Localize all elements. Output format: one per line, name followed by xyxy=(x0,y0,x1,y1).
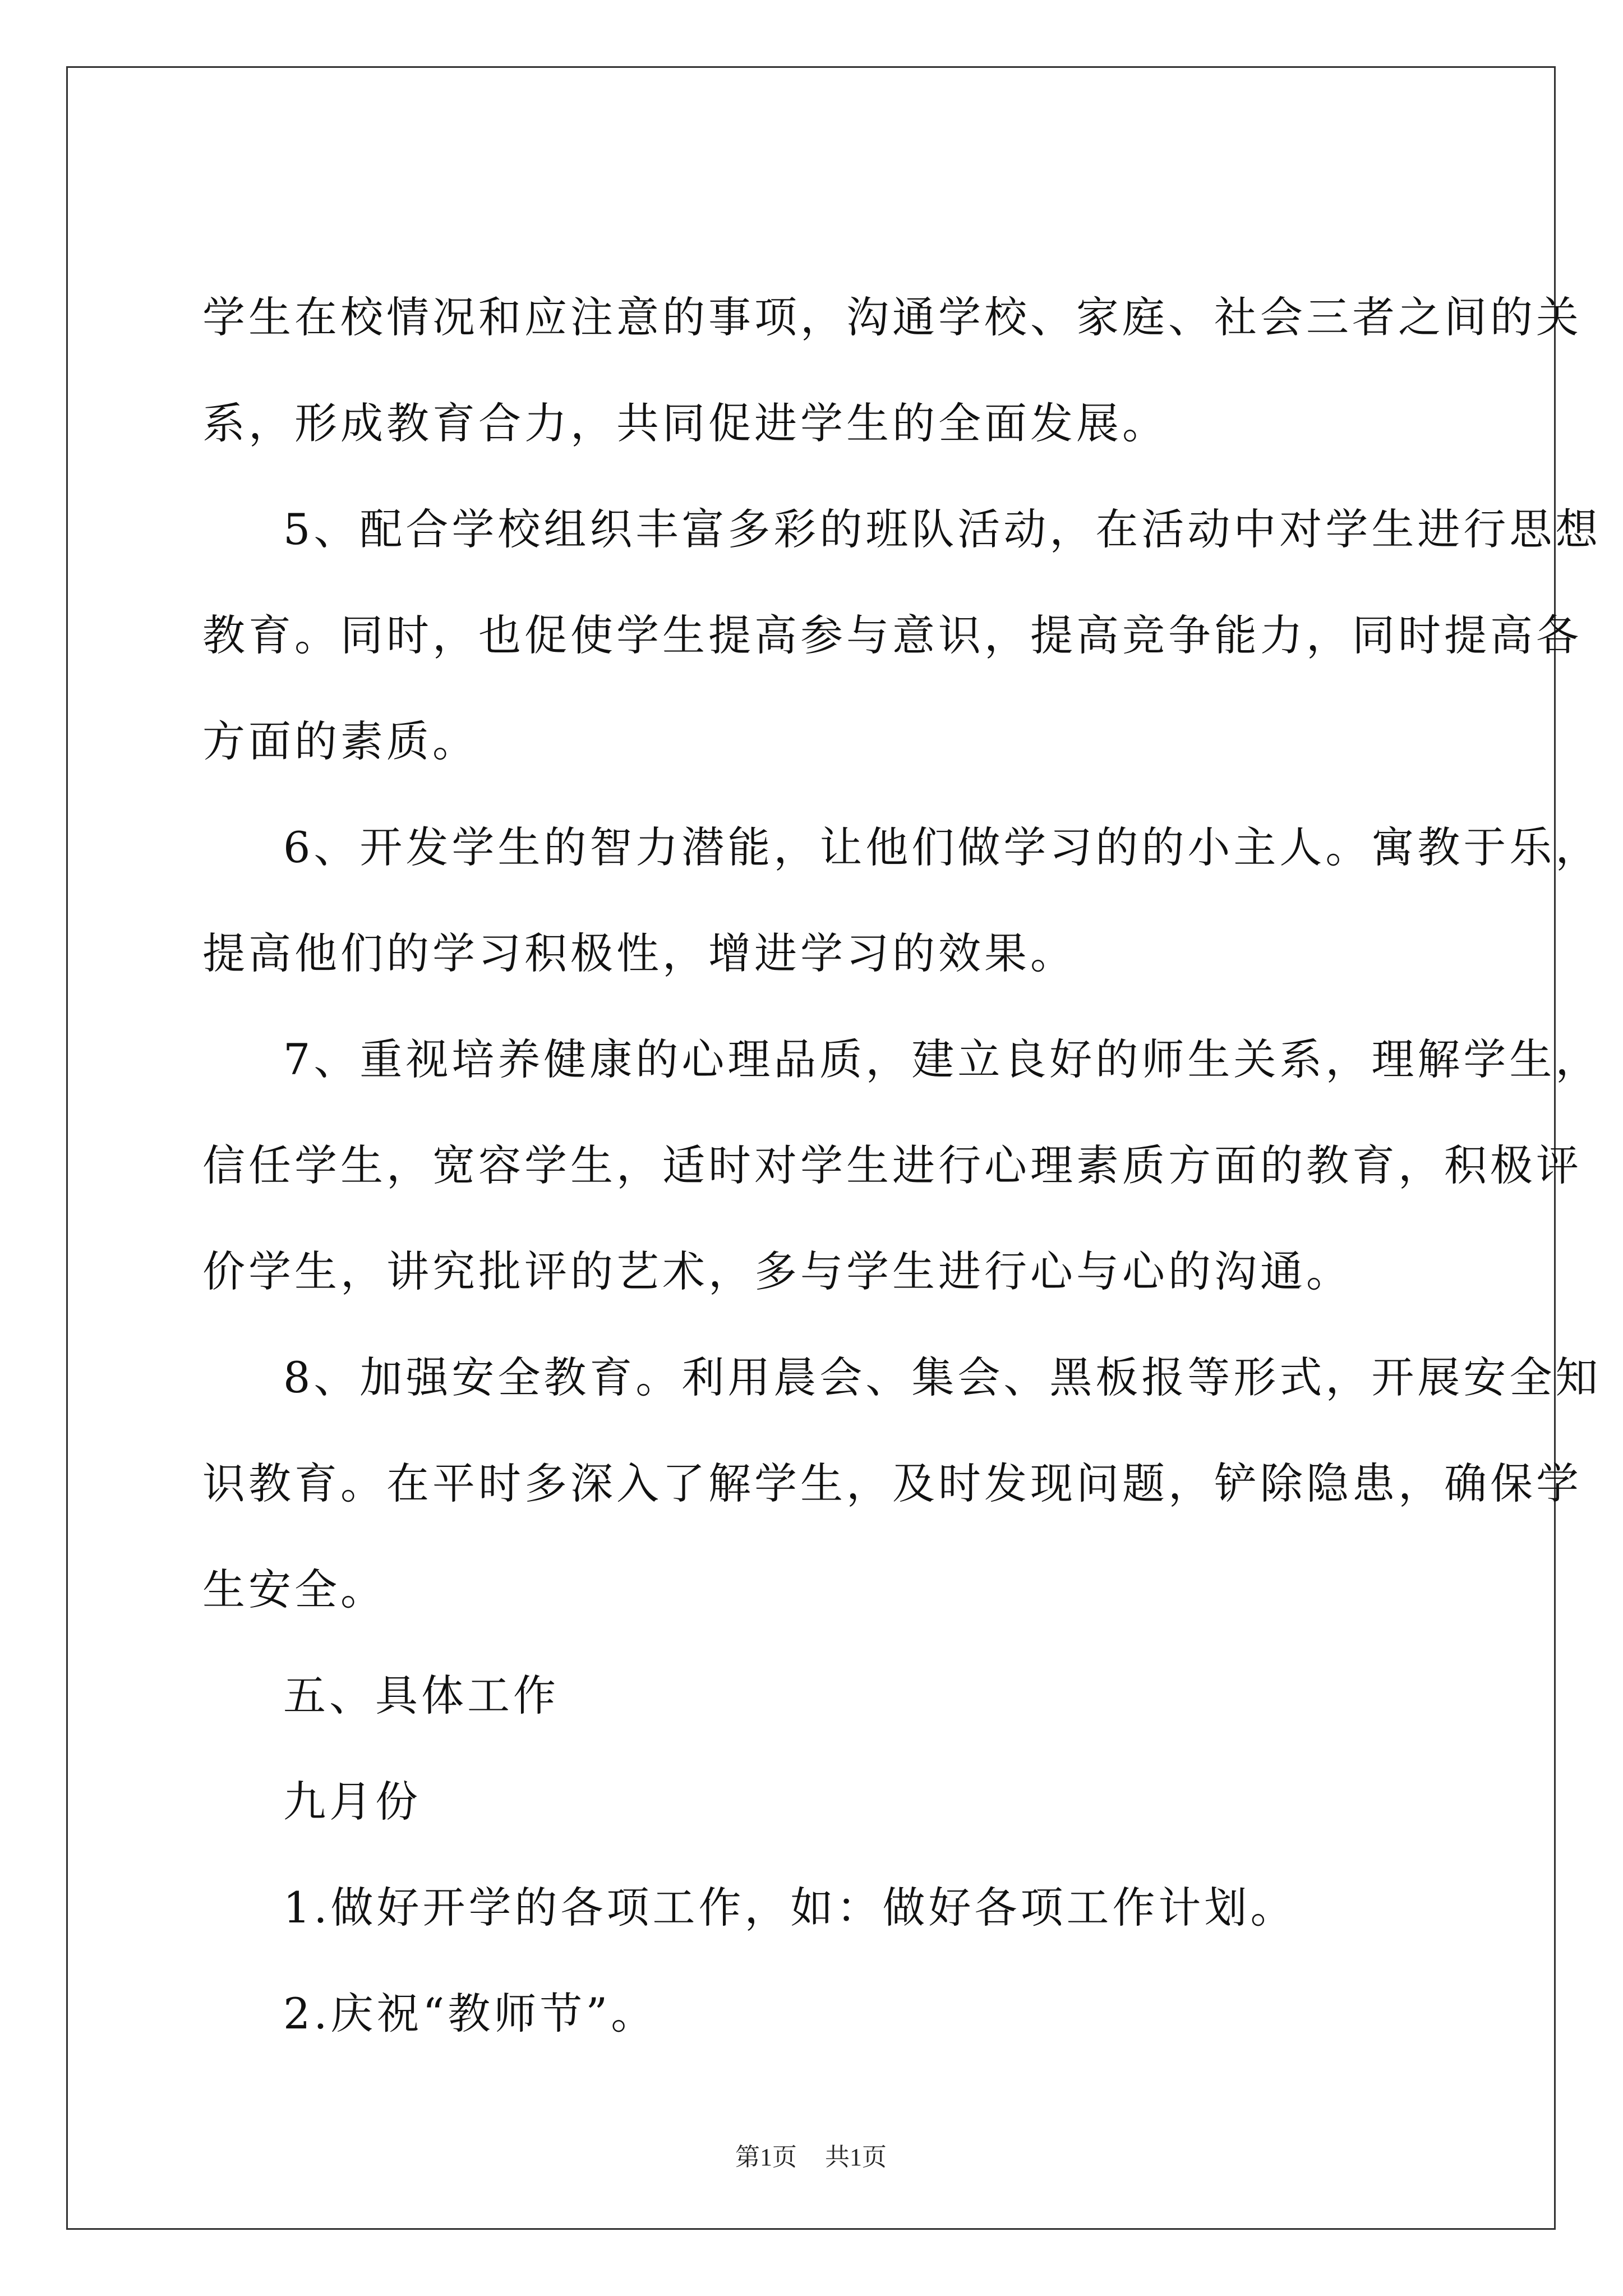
text-line: 教育。同时，也促使学生提高参与意识，提高竞争能力，同时提高各 xyxy=(202,610,1582,660)
list-item: 2.庆祝“教师节”。 xyxy=(283,1989,657,2039)
text-line: 识教育。在平时多深入了解学生，及时发现问题，铲除隐患，确保学 xyxy=(202,1458,1582,1508)
list-item: 1.做好开学的各项工作，如：做好各项工作计划。 xyxy=(283,1883,1297,1932)
text-line: 信任学生，宽容学生，适时对学生进行心理素质方面的教育，积极评 xyxy=(202,1140,1582,1190)
paragraph-8-line: 8、加强安全教育。利用晨会、集会、黑板报等形式，开展安全知 xyxy=(283,1352,1602,1402)
page-number: 第1页 xyxy=(735,2143,797,2171)
document-body xyxy=(202,68,1602,2039)
page-footer xyxy=(68,2141,1554,2174)
page-total: 共1页 xyxy=(825,2143,887,2171)
text-line: 提高他们的学习积极性，增进学习的效果。 xyxy=(202,928,1076,978)
paragraph-7-line: 7、重视培养健康的心理品质，建立良好的师生关系，理解学生， xyxy=(283,1034,1602,1084)
month-heading: 九月份 xyxy=(283,1777,421,1826)
text-line: 方面的素质。 xyxy=(202,716,478,766)
paragraph-6-line: 6、开发学生的智力潜能，让他们做学习的的小主人。寓教于乐， xyxy=(283,822,1602,872)
section-heading: 五、具体工作 xyxy=(283,1671,559,1720)
text-line: 生安全。 xyxy=(202,1565,386,1614)
text-line: 学生在校情况和应注意的事项，沟通学校、家庭、社会三者之间的关 xyxy=(202,292,1582,342)
text-line: 系，形成教育合力，共同促进学生的全面发展。 xyxy=(202,398,1168,448)
paragraph-5-line: 5、配合学校组织丰富多彩的班队活动，在活动中对学生进行思想 xyxy=(283,504,1602,554)
page xyxy=(66,66,1602,2230)
text-line: 价学生，讲究批评的艺术，多与学生进行心与心的沟通。 xyxy=(202,1246,1352,1296)
